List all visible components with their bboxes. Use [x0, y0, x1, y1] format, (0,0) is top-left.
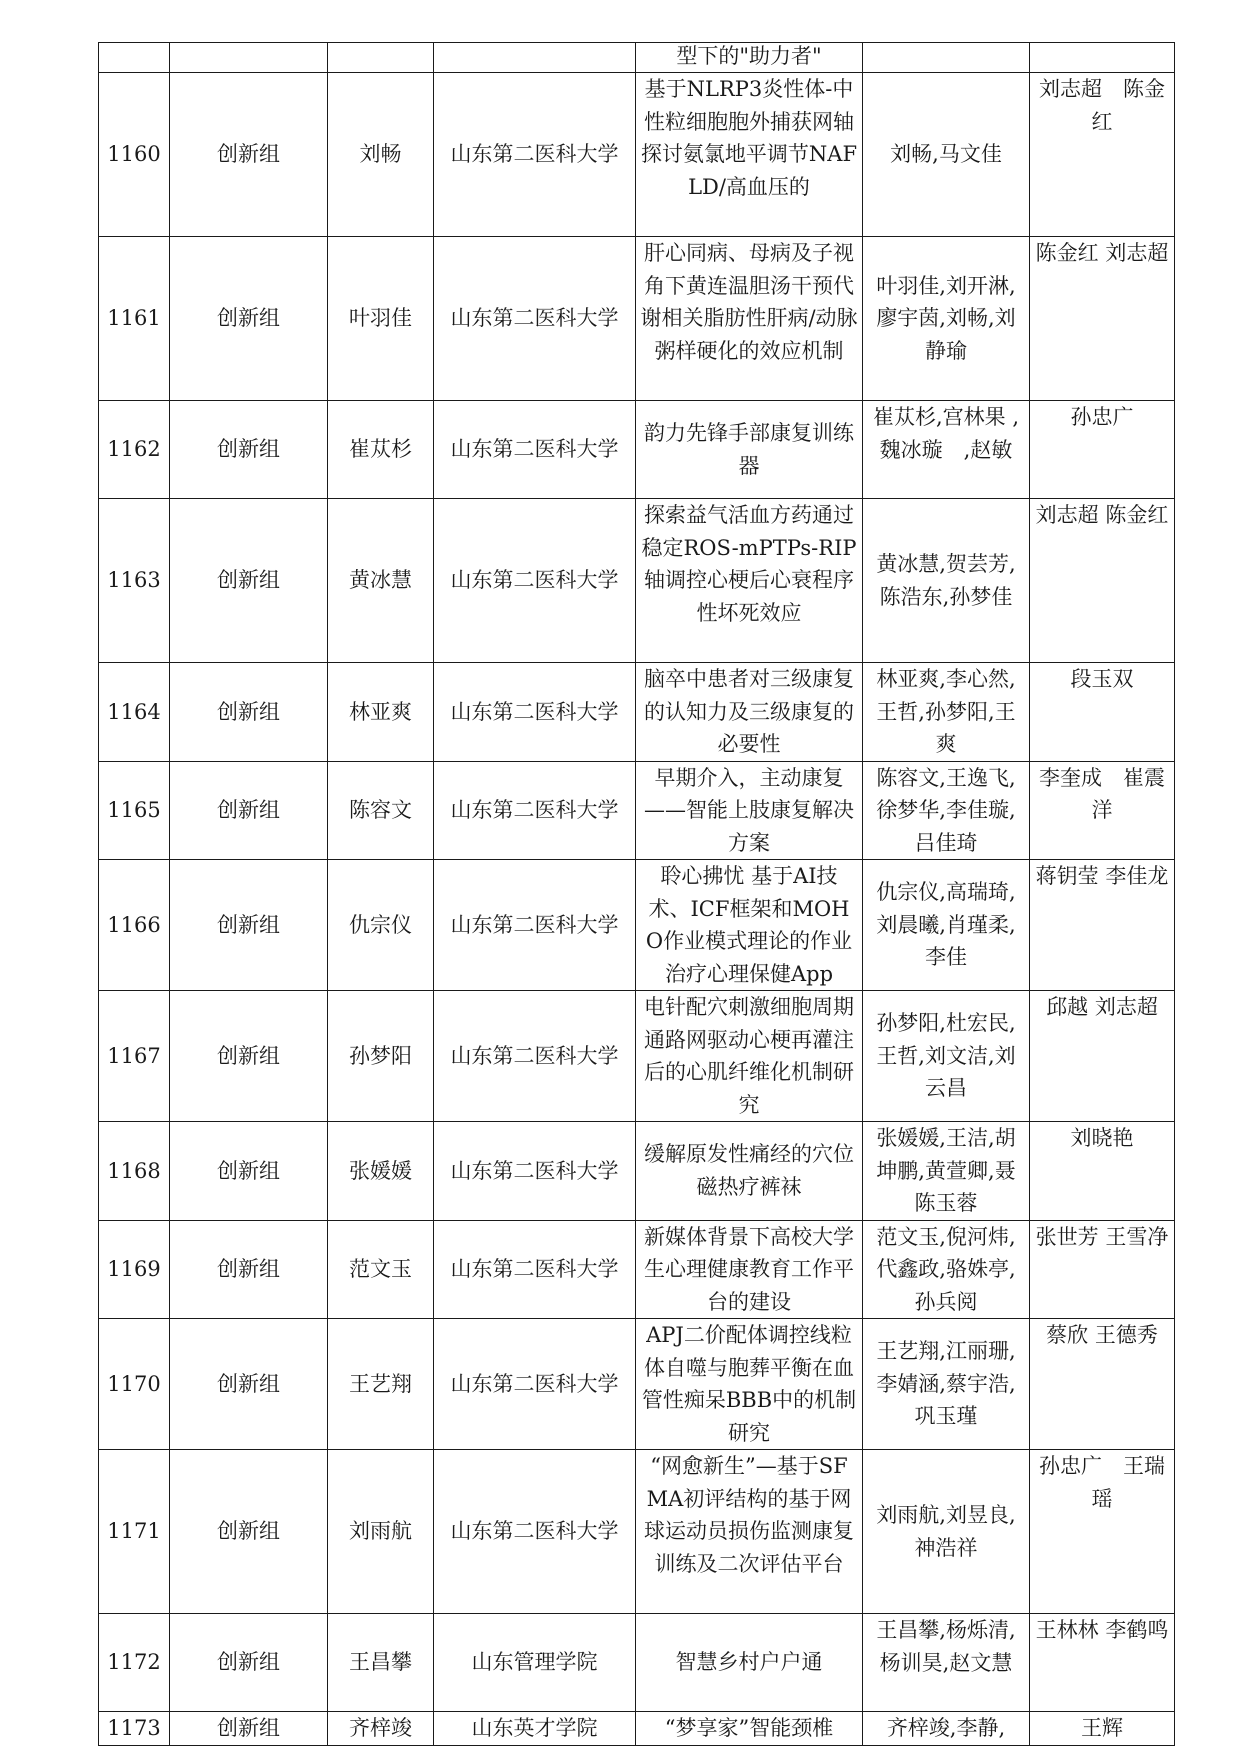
table-row: [99, 1614, 1175, 1712]
cell-advisor: 孙忠广: [1030, 401, 1175, 499]
cell-leader: 林亚爽: [328, 663, 434, 762]
cell-title: “梦享家”智能颈椎: [636, 1712, 863, 1746]
cell-members: 刘畅,马文佳: [863, 73, 1030, 237]
cell-id: 1173: [99, 1712, 170, 1746]
table-row: [99, 1122, 1175, 1221]
cell-title: 韵力先锋手部康复训练器: [636, 401, 863, 499]
cell-leader: 仇宗仪: [328, 860, 434, 991]
cell-title: APJ二价配体调控线粒体自噬与胞葬平衡在血管性痴呆BBB中的机制研究: [636, 1319, 863, 1450]
cell-advisor: 蔡欣 王德秀: [1030, 1319, 1175, 1450]
cell-members: 黄冰慧,贺芸芳,陈浩东,孙梦佳: [863, 499, 1030, 663]
cell-group: 创新组: [170, 860, 328, 991]
cell-leader: 张媛媛: [328, 1122, 434, 1221]
cell-title: 探索益气活血方药通过稳定ROS-mPTPs-RIP轴调控心梗后心衰程序性坏死效应: [636, 499, 863, 663]
cell-id: [99, 43, 170, 73]
cell-group: 创新组: [170, 663, 328, 762]
cell-advisor: 李奎成 崔震洋: [1030, 761, 1175, 860]
cell-id: 1161: [99, 237, 170, 401]
cell-members: 王艺翔,江丽珊,李婧涵,蔡宇浩,巩玉瑾: [863, 1319, 1030, 1450]
cell-school: 山东第二医科大学: [434, 401, 636, 499]
cell-leader: 黄冰慧: [328, 499, 434, 663]
cell-members: 林亚爽,李心然,王哲,孙梦阳,王爽: [863, 663, 1030, 762]
table-row: [99, 73, 1175, 237]
cell-school: 山东第二医科大学: [434, 860, 636, 991]
cell-school: 山东第二医科大学: [434, 1450, 636, 1614]
cell-advisor: 孙忠广 王瑞瑶: [1030, 1450, 1175, 1614]
cell-school: 山东第二医科大学: [434, 991, 636, 1122]
table-row: [99, 43, 1175, 73]
cell-leader: 刘雨航: [328, 1450, 434, 1614]
cell-title: 型下的"助力者": [636, 43, 863, 73]
cell-leader: 叶羽佳: [328, 237, 434, 401]
cell-school: 山东第二医科大学: [434, 237, 636, 401]
cell-members: 王昌攀,杨烁清,杨训昊,赵文慧: [863, 1614, 1030, 1712]
cell-school: 山东第二医科大学: [434, 1319, 636, 1450]
cell-title: 新媒体背景下高校大学生心理健康教育工作平台的建设: [636, 1220, 863, 1319]
cell-members: 叶羽佳,刘开淋,廖宇茵,刘畅,刘静瑜: [863, 237, 1030, 401]
cell-advisor: 王林林 李鹤鸣: [1030, 1614, 1175, 1712]
cell-group: 创新组: [170, 73, 328, 237]
cell-advisor: 王辉: [1030, 1712, 1175, 1746]
cell-members: 孙梦阳,杜宏民,王哲,刘文洁,刘云昌: [863, 991, 1030, 1122]
table-row: [99, 499, 1175, 663]
cell-school: 山东第二医科大学: [434, 499, 636, 663]
cell-id: 1162: [99, 401, 170, 499]
cell-title: 早期介入，主动康复——智能上肢康复解决方案: [636, 761, 863, 860]
cell-id: 1171: [99, 1450, 170, 1614]
cell-members: 范文玉,倪河炜,代鑫政,骆姝亭,孙兵阅: [863, 1220, 1030, 1319]
cell-group: 创新组: [170, 237, 328, 401]
cell-school: 山东第二医科大学: [434, 761, 636, 860]
cell-advisor: 刘晓艳: [1030, 1122, 1175, 1221]
cell-id: 1165: [99, 761, 170, 860]
cell-school: 山东第二医科大学: [434, 1122, 636, 1221]
cell-school: 山东管理学院: [434, 1614, 636, 1712]
cell-group: 创新组: [170, 499, 328, 663]
cell-group: 创新组: [170, 991, 328, 1122]
cell-members: 陈容文,王逸飞,徐梦华,李佳璇,吕佳琦: [863, 761, 1030, 860]
cell-title: 基于NLRP3炎性体-中性粒细胞胞外捕获网轴探讨氨氯地平调节NAFLD/高血压的: [636, 73, 863, 237]
table-row: [99, 1450, 1175, 1614]
cell-group: 创新组: [170, 761, 328, 860]
cell-advisor: 刘志超 陈金红: [1030, 499, 1175, 663]
cell-members: 张媛媛,王洁,胡坤鹏,黄萱卿,聂陈玉蓉: [863, 1122, 1030, 1221]
cell-group: 创新组: [170, 1319, 328, 1450]
cell-leader: 孙梦阳: [328, 991, 434, 1122]
cell-school: 山东第二医科大学: [434, 73, 636, 237]
cell-advisor: 陈金红 刘志超: [1030, 237, 1175, 401]
cell-title: 聆心拂忧 基于AI技术、ICF框架和MOHO作业模式理论的作业治疗心理保健App: [636, 860, 863, 991]
cell-advisor: 蒋钥莹 李佳龙: [1030, 860, 1175, 991]
cell-id: 1169: [99, 1220, 170, 1319]
cell-title: 肝心同病、母病及子视角下黄连温胆汤干预代谢相关脂肪性肝病/动脉粥样硬化的效应机制: [636, 237, 863, 401]
cell-school: 山东第二医科大学: [434, 663, 636, 762]
cell-title: 脑卒中患者对三级康复的认知力及三级康复的必要性: [636, 663, 863, 762]
project-table: [98, 42, 1175, 1746]
cell-leader: [328, 43, 434, 73]
cell-group: 创新组: [170, 401, 328, 499]
cell-id: 1160: [99, 73, 170, 237]
cell-advisor: 刘志超 陈金红: [1030, 73, 1175, 237]
table-row: [99, 1712, 1175, 1746]
cell-title: 智慧乡村户户通: [636, 1614, 863, 1712]
cell-leader: 齐梓竣: [328, 1712, 434, 1746]
cell-school: [434, 43, 636, 73]
cell-id: 1172: [99, 1614, 170, 1712]
table-row: [99, 401, 1175, 499]
cell-title: 缓解原发性痛经的穴位磁热疗裤袜: [636, 1122, 863, 1221]
cell-group: [170, 43, 328, 73]
cell-leader: 范文玉: [328, 1220, 434, 1319]
cell-school: 山东第二医科大学: [434, 1220, 636, 1319]
cell-advisor: 邱越 刘志超: [1030, 991, 1175, 1122]
table-row: [99, 237, 1175, 401]
cell-group: 创新组: [170, 1712, 328, 1746]
cell-title: “网愈新生”—基于SFMA初评结构的基于网球运动员损伤监测康复训练及二次评估平台: [636, 1450, 863, 1614]
cell-advisor: 张世芳 王雪净: [1030, 1220, 1175, 1319]
cell-school: 山东英才学院: [434, 1712, 636, 1746]
cell-members: 齐梓竣,李静,: [863, 1712, 1030, 1746]
cell-leader: 王艺翔: [328, 1319, 434, 1450]
cell-id: 1166: [99, 860, 170, 991]
table-row: [99, 860, 1175, 991]
cell-group: 创新组: [170, 1614, 328, 1712]
cell-leader: 陈容文: [328, 761, 434, 860]
cell-id: 1167: [99, 991, 170, 1122]
cell-id: 1170: [99, 1319, 170, 1450]
table-row: [99, 1220, 1175, 1319]
cell-leader: 崔苁杉: [328, 401, 434, 499]
cell-advisor: [1030, 43, 1175, 73]
cell-group: 创新组: [170, 1450, 328, 1614]
cell-group: 创新组: [170, 1122, 328, 1221]
cell-members: 崔苁杉,宫林果 ,魏冰璇 ,赵敏: [863, 401, 1030, 499]
table-row: [99, 991, 1175, 1122]
cell-id: 1168: [99, 1122, 170, 1221]
cell-group: 创新组: [170, 1220, 328, 1319]
cell-leader: 刘畅: [328, 73, 434, 237]
cell-advisor: 段玉双: [1030, 663, 1175, 762]
cell-members: 刘雨航,刘昱良,神浩祥: [863, 1450, 1030, 1614]
cell-id: 1163: [99, 499, 170, 663]
table-row: [99, 663, 1175, 762]
cell-leader: 王昌攀: [328, 1614, 434, 1712]
table-row: [99, 761, 1175, 860]
cell-members: 仇宗仪,高瑞琦,刘晨曦,肖瑾柔,李佳: [863, 860, 1030, 991]
table-row: [99, 1319, 1175, 1450]
cell-title: 电针配穴刺激细胞周期通路网驱动心梗再灌注后的心肌纤维化机制研究: [636, 991, 863, 1122]
cell-id: 1164: [99, 663, 170, 762]
cell-members: [863, 43, 1030, 73]
